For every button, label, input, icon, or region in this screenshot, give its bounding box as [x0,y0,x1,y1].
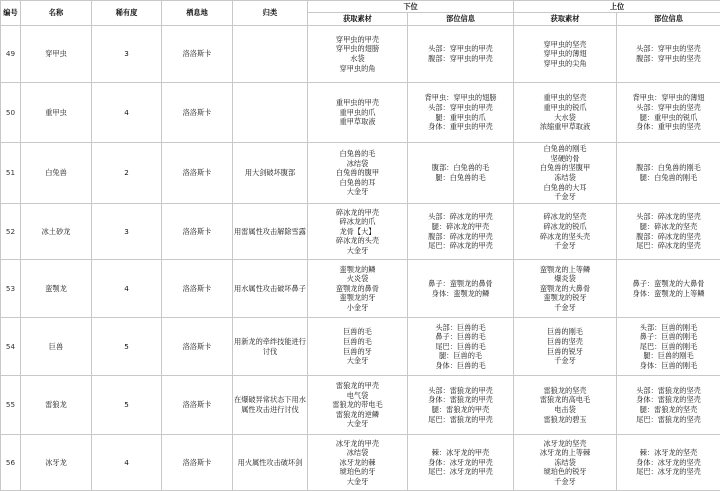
cell-high-material-line: 千金牙 [554,241,576,251]
cell-low-material [308,435,408,491]
cell-low-material-line: 大金牙 [346,245,369,255]
cell-high-material [514,83,617,143]
table-row [1,204,720,260]
table-body [1,26,720,491]
cell-high-part-line: 腹部：白兔兽的刚毛 [636,163,701,173]
cell-high-material-line: 穿甲虫的坚壳 [543,39,587,49]
cell-low-part [408,83,514,143]
cell-low-part [408,435,514,491]
cell-high-material-line: 千金牙 [554,192,576,202]
cell-low-material-line: 碎冰龙的爪 [339,217,376,227]
cell-low-material-line: 巨兽的牙 [343,346,372,356]
cell-high-material-line: 爆炎袋 [554,274,576,284]
cell-rarity: 5 [92,318,162,376]
cell-high-material-line: 大水袋 [554,112,576,122]
cell-name: 蛮颚龙 [21,260,92,318]
cell-high-part-line: 身体：蛮颚龙的上等鳞 [632,288,705,298]
cell-rarity: 3 [92,26,162,83]
table-row [1,260,720,318]
table-row [1,376,720,435]
cell-low-material [308,83,408,143]
cell-low-material-line: 冰牙龙的甲壳 [335,438,380,448]
cell-high-part-line: 腿：巨兽的刚毛 [643,351,694,361]
cell-high-material [514,26,617,83]
cell-name: 冰牙龙 [21,435,92,491]
cell-high-material-line: 千金牙 [554,356,576,366]
cell-high-material-line: 冻结袋 [554,173,576,182]
cell-high-part-line: 棘：冰牙龙的坚壳 [639,448,698,458]
cell-low-material [308,376,408,435]
cell-low-part-line: 尾巴：冰牙龙的甲壳 [428,467,493,477]
cell-high-material-line: 白兔兽的刚毛 [543,144,587,154]
cell-low-material-line: 电气袋 [346,390,369,400]
cell-high-material-line: 雷狼龙的高电毛 [539,395,591,405]
cell-no: 49 [1,26,21,83]
cell-category: 用水属性攻击破坏鼻子 [233,260,308,318]
cell-high-material-line: 琥珀色的锐牙 [543,467,587,477]
cell-category: 在爆破异常状态下用水属性攻击进行讨伐 [233,376,308,435]
cell-high-material [514,376,617,435]
cell-low-material-line: 龙骨【大】 [339,226,376,236]
cell-high-part-line: 腿：白兔兽的刚毛 [639,173,698,182]
cell-low-part-line: 腿：重甲虫的爪 [435,112,486,122]
cell-low-material-line: 白兔兽的毛 [339,149,376,159]
cell-high-material-line: 蛮颚龙的大鼻骨 [539,283,591,293]
cell-low-part-line: 腹部：穿甲虫的甲壳 [428,54,493,63]
cell-no: 53 [1,260,21,318]
cell-high-part-line: 鼻子：巨兽的刚毛 [639,332,698,342]
cell-habitat: 洛洛斯卡 [162,318,233,376]
cell-low-material-line: 琥珀色的牙 [339,467,376,477]
table-row [1,143,720,204]
cell-low-material-line: 雷狼龙的逆鳞 [335,409,380,419]
cell-high-part [617,26,720,83]
cell-low-part [408,204,514,260]
cell-low-material-line: 蛮颚龙的牙 [339,293,376,303]
cell-low-part-line: 头部：穿甲虫的甲壳 [428,102,493,112]
table-row [1,83,720,143]
cell-low-material-line: 大金牙 [346,187,369,197]
cell-low-part [408,376,514,435]
cell-high-material-line: 巨兽的刚毛 [547,327,583,337]
cell-low-part-line: 尾巴：雷狼龙的甲壳 [428,414,493,424]
cell-high-part-line: 头部：雷狼龙的坚壳 [636,385,701,395]
cell-low-material-line: 蛮颚龙的鼻骨 [335,283,380,293]
cell-high-part [617,318,720,376]
cell-high-part-line: 尾巴：碎冰龙的坚壳 [636,241,701,251]
cell-high-part [617,260,720,318]
cell-name: 巨兽 [21,318,92,376]
cell-no: 54 [1,318,21,376]
header-rarity: 稀有度 [92,1,162,26]
cell-low-material-line: 水袋 [350,54,365,63]
cell-high-material [514,435,617,491]
cell-low-material-line: 冰结袋 [346,158,369,168]
cell-high-part-line: 头部：穿甲虫的坚壳 [636,44,701,54]
header-high-part: 部位信息 [617,13,720,26]
cell-low-part-line: 身体：蛮颚龙的鳞 [431,288,490,298]
cell-no: 55 [1,376,21,435]
cell-habitat: 洛洛斯卡 [162,435,233,491]
cell-no: 52 [1,204,21,260]
cell-high-part [617,435,720,491]
cell-rarity: 4 [92,260,162,318]
cell-name: 白兔兽 [21,143,92,204]
cell-low-material-line: 大金牙 [346,356,369,366]
cell-low-material-line: 穿甲虫的角 [339,63,376,73]
cell-high-part-line: 身体：冰牙龙的坚壳 [636,457,701,467]
cell-high-material-line: 白兔兽的坚腹甲 [539,163,591,173]
cell-high-part-line: 尾巴：雷狼龙的坚壳 [636,414,701,424]
cell-low-material [308,318,408,376]
cell-habitat: 洛洛斯卡 [162,204,233,260]
cell-rarity: 3 [92,204,162,260]
cell-low-material [308,204,408,260]
cell-low-material-line: 重甲草取液 [339,117,376,127]
cell-rarity: 4 [92,435,162,491]
cell-high-material-line: 白兔兽的大耳 [543,182,587,192]
cell-low-material-line: 冰牙龙的棘 [339,457,376,467]
cell-low-material-line: 大金牙 [346,476,369,486]
cell-low-material-line: 碎冰龙的甲壳 [335,207,380,217]
cell-low-part-line: 头部：雷狼龙的甲壳 [428,385,493,395]
cell-rarity: 4 [92,83,162,143]
cell-category [233,26,308,83]
cell-high-part-line: 鼻子：蛮颚龙的大鼻骨 [632,278,705,288]
header-low-part: 部位信息 [408,13,514,26]
cell-low-part-line: 身体：冰牙龙的甲壳 [428,457,493,467]
cell-low-material-line: 巨兽的毛 [343,327,372,337]
cell-high-part-line: 腿：雷狼龙的坚壳 [639,405,698,414]
cell-high-material-line: 雷狼龙的坚壳 [543,385,587,395]
header-no: 编号 [1,1,21,26]
cell-low-part [408,26,514,83]
cell-low-part-line: 腹部：白兔兽的毛 [431,163,490,173]
cell-high-material-line: 冰牙龙的坚壳 [543,438,587,448]
header-low-rank: 下位 [308,1,514,13]
cell-high-material-line: 坚硬的骨 [550,153,580,163]
cell-category: 用火属性攻击破坏剑 [233,435,308,491]
cell-low-part-line: 身体：雷狼龙的甲壳 [428,395,493,405]
cell-low-part-line: 鼻子：巨兽的毛 [435,332,486,342]
cell-habitat: 洛洛斯卡 [162,26,233,83]
cell-habitat: 洛洛斯卡 [162,83,233,143]
cell-low-material-line: 火炎袋 [346,274,369,284]
table-row [1,26,720,83]
cell-low-part-line: 头部：穿甲虫的甲壳 [428,44,493,54]
cell-category: 用新龙的牵绊技能进行讨伐 [233,318,308,376]
table-row [1,318,720,376]
cell-low-part-line: 尾巴：巨兽的毛 [435,341,486,351]
cell-high-part-line: 身体：巨兽的刚毛 [639,360,698,370]
header-high-material: 获取素材 [514,13,617,26]
cell-low-part-line: 腿：白兔兽的毛 [435,173,486,182]
cell-low-material [308,260,408,318]
cell-low-part-line: 鼻子：蛮颚龙的鼻骨 [428,278,493,288]
cell-high-material-line: 重甲虫的坚壳 [543,93,587,103]
cell-high-part-line: 身体：雷狼龙的坚壳 [636,395,701,405]
cell-low-material [308,143,408,204]
cell-high-part-line: 头部：穿甲虫的坚壳 [636,102,701,112]
cell-low-material-line: 白兔兽的腹甲 [335,168,380,178]
cell-high-material-line: 冻结袋 [554,457,576,467]
cell-high-part-line: 腹部：穿甲虫的坚壳 [636,54,701,63]
cell-low-material-line: 重甲虫的爪 [339,107,376,117]
cell-low-part-line: 头部：碎冰龙的甲壳 [428,212,493,222]
header-low-material: 获取素材 [308,13,408,26]
cell-high-part [617,83,720,143]
table-row [1,435,720,491]
header-category: 归类 [233,1,308,26]
cell-no: 56 [1,435,21,491]
cell-no: 50 [1,83,21,143]
cell-low-material-line: 白兔兽的耳 [339,177,376,187]
cell-name: 雷狼龙 [21,376,92,435]
cell-high-material-line: 蛮颚龙的上等鳞 [539,264,591,274]
cell-high-material [514,143,617,204]
cell-low-material-line: 穿甲虫的翅膀 [335,44,380,54]
cell-high-material-line: 电击袋 [554,405,576,414]
cell-high-material-line: 穿甲虫的尖角 [543,58,587,68]
cell-low-part-line: 身体：巨兽的毛 [435,360,486,370]
cell-low-part-line: 腿：碎冰龙的甲壳 [431,221,490,231]
cell-low-material-line: 巨兽的毛 [343,336,372,346]
cell-high-material-line: 冰牙龙的上等棘 [539,448,591,458]
cell-low-part [408,143,514,204]
cell-low-part-line: 身体：重甲虫的甲壳 [428,122,493,132]
cell-high-part-line: 背甲虫：穿甲虫的薄翅 [632,93,705,103]
cell-low-material-line: 雷狼龙的甲壳 [335,381,380,391]
header-high-rank: 上位 [514,1,720,13]
cell-high-part-line: 腿：碎冰龙的坚壳 [639,221,698,231]
cell-category: 用大剑破坏腹部 [233,143,308,204]
cell-high-part-line: 头部：巨兽的刚毛 [639,322,698,332]
cell-high-material-line: 蛮颚龙的锐牙 [543,293,587,303]
cell-high-part [617,143,720,204]
cell-high-material-line: 碎冰龙的锐爪 [543,221,587,231]
cell-low-material-line: 小金牙 [346,302,369,312]
cell-high-part [617,204,720,260]
cell-low-part-line: 头部：巨兽的毛 [435,322,486,332]
header-habitat: 栖息地 [162,1,233,26]
cell-habitat: 洛洛斯卡 [162,143,233,204]
cell-high-material [514,260,617,318]
cell-rarity: 5 [92,376,162,435]
cell-low-part-line: 棘：冰牙龙的甲壳 [431,448,490,458]
cell-low-part-line: 腿：巨兽的毛 [438,351,483,361]
cell-low-part-line: 腹部：碎冰龙的甲壳 [428,231,493,241]
cell-high-material-line: 碎冰龙的坚头壳 [539,231,591,241]
cell-low-material-line: 重甲虫的甲壳 [335,98,380,108]
cell-high-material-line: 重甲虫的锐爪 [543,102,587,112]
cell-low-material-line: 冰结袋 [346,448,369,458]
cell-high-part-line: 腿：重甲虫的锐爪 [639,112,698,122]
cell-high-part-line: 尾巴：冰牙龙的坚壳 [636,467,701,477]
cell-high-material-line: 千金牙 [554,476,576,486]
cell-high-part-line: 身体：重甲虫的坚壳 [636,122,701,132]
cell-high-material [514,204,617,260]
cell-low-material [308,26,408,83]
cell-high-part [617,376,720,435]
cell-high-material-line: 千金牙 [554,302,576,312]
cell-high-material-line: 雷狼龙的碧玉 [543,414,587,424]
cell-name: 重甲虫 [21,83,92,143]
cell-high-material-line: 巨兽的锐牙 [547,346,583,356]
cell-low-material-line: 雷狼龙的带电毛 [332,400,383,410]
cell-habitat: 洛洛斯卡 [162,260,233,318]
cell-name: 冰土砂龙 [21,204,92,260]
cell-habitat: 洛洛斯卡 [162,376,233,435]
cell-category: 用雷属性攻击解除雪露 [233,204,308,260]
cell-low-material-line: 蛮颚龙的鳞 [339,264,376,274]
cell-low-material-line: 大金牙 [346,419,369,429]
cell-high-part-line: 头部：碎冰龙的坚壳 [636,212,701,222]
cell-high-material-line: 巨兽的坚壳 [547,336,583,346]
cell-low-part [408,260,514,318]
cell-low-part-line: 尾巴：碎冰龙的甲壳 [428,241,493,251]
cell-no: 51 [1,143,21,204]
cell-low-material-line: 碎冰龙的头壳 [335,236,380,246]
cell-high-part-line: 尾巴：巨兽的刚毛 [639,341,698,351]
cell-category [233,83,308,143]
cell-low-part-line: 腿：雷狼龙的甲壳 [431,405,490,414]
header-name: 名称 [21,1,92,26]
cell-high-part-line: 腹部：碎冰龙的坚壳 [636,231,701,241]
cell-high-material-line: 碎冰龙的坚壳 [543,212,587,222]
cell-low-part [408,318,514,376]
cell-high-material [514,318,617,376]
cell-high-material-line: 浓缩重甲草取液 [539,122,591,132]
cell-low-material-line: 穿甲虫的甲壳 [335,34,380,44]
cell-low-part-line: 背甲虫：穿甲虫的翅膀 [424,93,497,103]
cell-rarity: 2 [92,143,162,204]
cell-name: 穿甲虫 [21,26,92,83]
cell-high-material-line: 穿甲虫的薄翅 [543,49,587,59]
